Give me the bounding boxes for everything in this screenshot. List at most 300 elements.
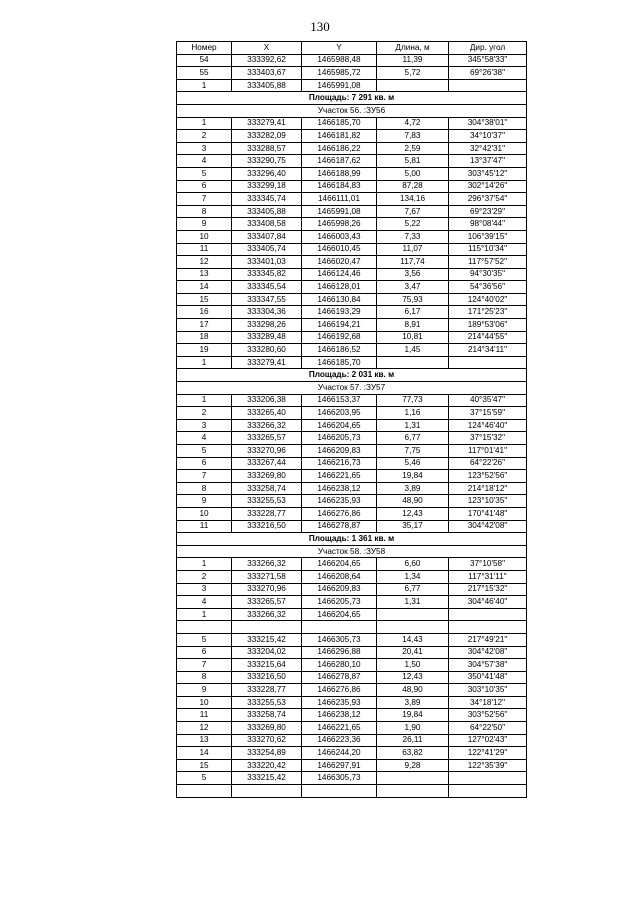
cell-direction-angle	[449, 608, 527, 621]
cell-length: 9,28	[377, 759, 449, 772]
cell-point-number: 1	[177, 558, 232, 571]
cell-x-coordinate: 333345,82	[232, 268, 302, 281]
cell-y-coordinate: 1465991,08	[302, 205, 377, 218]
cell-point-number: 8	[177, 482, 232, 495]
table-row	[177, 583, 527, 596]
cell-direction-angle	[449, 772, 527, 785]
table-row	[177, 608, 527, 621]
cell-point-number: 17	[177, 319, 232, 332]
cell-x-coordinate: 333220,42	[232, 759, 302, 772]
cell-x-coordinate	[232, 785, 302, 798]
cell-length: 26,11	[377, 734, 449, 747]
cell-direction-angle: 303°52'56"	[449, 709, 527, 722]
table-row	[177, 79, 527, 92]
cell-x-coordinate: 333345,54	[232, 281, 302, 294]
cell-direction-angle: 304°38'01"	[449, 117, 527, 130]
cell-y-coordinate: 1466205,73	[302, 596, 377, 609]
cell-point-number: 14	[177, 747, 232, 760]
cell-y-coordinate: 1466221,65	[302, 470, 377, 483]
cell-length: 117,74	[377, 256, 449, 269]
cell-y-coordinate: 1466276,86	[302, 684, 377, 697]
cell-x-coordinate: 333265,40	[232, 407, 302, 420]
cell-direction-angle: 34°10'37"	[449, 130, 527, 143]
cell-length	[377, 608, 449, 621]
cell-y-coordinate	[302, 785, 377, 798]
cell-y-coordinate: 1466193,29	[302, 306, 377, 319]
cell-y-coordinate: 1466244,20	[302, 747, 377, 760]
cell-point-number: 19	[177, 344, 232, 357]
cell-direction-angle: 64°22'50"	[449, 722, 527, 735]
cell-point-number: 12	[177, 722, 232, 735]
cell-x-coordinate: 333401,03	[232, 256, 302, 269]
cell-direction-angle: 302°14'26"	[449, 180, 527, 193]
table-row	[177, 67, 527, 80]
cell-point-number: 16	[177, 306, 232, 319]
cell-y-coordinate: 1466216,73	[302, 457, 377, 470]
cell-y-coordinate: 1466203,95	[302, 407, 377, 420]
cell-y-coordinate: 1466205,73	[302, 432, 377, 445]
cell-point-number: 7	[177, 470, 232, 483]
header-length: Длина, м	[377, 42, 449, 55]
cell-y-coordinate: 1466235,93	[302, 495, 377, 508]
area-row	[177, 92, 527, 105]
cell-length: 5,22	[377, 218, 449, 231]
cell-x-coordinate: 333296,40	[232, 167, 302, 180]
table-row	[177, 256, 527, 269]
table-row	[177, 507, 527, 520]
table-row	[177, 117, 527, 130]
cell-length: 3,89	[377, 696, 449, 709]
cell-y-coordinate: 1466187,62	[302, 155, 377, 168]
table-row	[177, 457, 527, 470]
table-row	[177, 621, 527, 634]
plot-row	[177, 104, 527, 117]
cell-y-coordinate: 1466235,93	[302, 696, 377, 709]
cell-direction-angle: 189°53'06"	[449, 319, 527, 332]
cell-point-number: 1	[177, 117, 232, 130]
cell-direction-angle: 117°01'41"	[449, 445, 527, 458]
cell-direction-angle: 98°08'44"	[449, 218, 527, 231]
cell-point-number: 10	[177, 230, 232, 243]
cell-direction-angle: 170°41'48"	[449, 507, 527, 520]
cell-y-coordinate: 1466238,12	[302, 482, 377, 495]
cell-y-coordinate: 1466186,22	[302, 142, 377, 155]
cell-y-coordinate: 1466003,43	[302, 230, 377, 243]
cell-length: 3,89	[377, 482, 449, 495]
cell-x-coordinate: 333254,89	[232, 747, 302, 760]
cell-point-number: 11	[177, 243, 232, 256]
cell-direction-angle: 94°30'35"	[449, 268, 527, 281]
cell-length: 6,77	[377, 583, 449, 596]
cell-length	[377, 621, 449, 634]
cell-point-number: 5	[177, 633, 232, 646]
cell-length: 77,73	[377, 394, 449, 407]
cell-x-coordinate: 333279,41	[232, 356, 302, 369]
cell-direction-angle: 304°46'40"	[449, 596, 527, 609]
cell-direction-angle: 214°34'11"	[449, 344, 527, 357]
cell-x-coordinate: 333392,62	[232, 54, 302, 67]
table-row	[177, 747, 527, 760]
coordinates-table	[176, 41, 527, 798]
cell-y-coordinate: 1466223,36	[302, 734, 377, 747]
cell-length: 10,81	[377, 331, 449, 344]
cell-direction-angle	[449, 356, 527, 369]
cell-point-number	[177, 785, 232, 798]
cell-y-coordinate: 1466010,45	[302, 243, 377, 256]
table-row	[177, 218, 527, 231]
cell-point-number: 5	[177, 167, 232, 180]
header-row	[177, 42, 527, 55]
cell-length: 35,17	[377, 520, 449, 533]
cell-direction-angle: 127°02'43"	[449, 734, 527, 747]
cell-direction-angle: 117°57'52"	[449, 256, 527, 269]
plot-row	[177, 382, 527, 395]
table-row	[177, 230, 527, 243]
table-row	[177, 709, 527, 722]
cell-direction-angle: 64°22'26"	[449, 457, 527, 470]
cell-length: 5,46	[377, 457, 449, 470]
cell-length: 8,91	[377, 319, 449, 332]
cell-x-coordinate: 333266,32	[232, 558, 302, 571]
cell-direction-angle: 40°35'47"	[449, 394, 527, 407]
cell-x-coordinate: 333216,50	[232, 520, 302, 533]
cell-point-number: 2	[177, 407, 232, 420]
cell-length: 5,81	[377, 155, 449, 168]
cell-point-number: 18	[177, 331, 232, 344]
cell-length: 3,47	[377, 281, 449, 294]
cell-y-coordinate: 1466297,91	[302, 759, 377, 772]
table-row	[177, 54, 527, 67]
cell-direction-angle: 37°10'58"	[449, 558, 527, 571]
cell-length: 20,41	[377, 646, 449, 659]
cell-direction-angle: 304°42'08"	[449, 646, 527, 659]
cell-length	[377, 785, 449, 798]
cell-y-coordinate	[302, 621, 377, 634]
table-row	[177, 356, 527, 369]
table-row	[177, 243, 527, 256]
cell-direction-angle: 214°44'55"	[449, 331, 527, 344]
table-row	[177, 734, 527, 747]
cell-y-coordinate: 1465985,72	[302, 67, 377, 80]
cell-x-coordinate: 333288,57	[232, 142, 302, 155]
header-x: X	[232, 42, 302, 55]
cell-x-coordinate: 333408,58	[232, 218, 302, 231]
cell-length: 1,90	[377, 722, 449, 735]
cell-length: 6,60	[377, 558, 449, 571]
cell-x-coordinate: 333271,58	[232, 570, 302, 583]
cell-direction-angle: 304°57'38"	[449, 659, 527, 672]
cell-length: 11,39	[377, 54, 449, 67]
cell-direction-angle	[449, 621, 527, 634]
cell-direction-angle: 303°10'35"	[449, 684, 527, 697]
cell-y-coordinate: 1466153,37	[302, 394, 377, 407]
cell-direction-angle: 124°40'02"	[449, 293, 527, 306]
table-row	[177, 785, 527, 798]
cell-x-coordinate: 333280,60	[232, 344, 302, 357]
table-row	[177, 281, 527, 294]
cell-y-coordinate: 1466124,46	[302, 268, 377, 281]
table-row	[177, 293, 527, 306]
area-row	[177, 533, 527, 546]
cell-point-number: 10	[177, 507, 232, 520]
table-header	[177, 42, 527, 55]
cell-direction-angle: 350°41'48"	[449, 671, 527, 684]
cell-point-number: 9	[177, 684, 232, 697]
cell-x-coordinate: 333215,42	[232, 772, 302, 785]
cell-direction-angle: 34°18'12"	[449, 696, 527, 709]
cell-x-coordinate: 333255,53	[232, 495, 302, 508]
cell-point-number: 14	[177, 281, 232, 294]
cell-x-coordinate: 333405,74	[232, 243, 302, 256]
cell-direction-angle: 32°42'31"	[449, 142, 527, 155]
cell-y-coordinate: 1466128,01	[302, 281, 377, 294]
cell-length: 7,83	[377, 130, 449, 143]
cell-length: 7,75	[377, 445, 449, 458]
table-row	[177, 659, 527, 672]
table-row	[177, 772, 527, 785]
cell-direction-angle: 217°15'32"	[449, 583, 527, 596]
table-row	[177, 495, 527, 508]
table-row	[177, 180, 527, 193]
cell-length: 75,93	[377, 293, 449, 306]
table-row	[177, 633, 527, 646]
cell-point-number: 15	[177, 293, 232, 306]
cell-x-coordinate: 333270,96	[232, 445, 302, 458]
cell-length: 12,43	[377, 507, 449, 520]
cell-x-coordinate: 333215,64	[232, 659, 302, 672]
table-row	[177, 344, 527, 357]
cell-x-coordinate: 333258,74	[232, 482, 302, 495]
cell-point-number: 12	[177, 256, 232, 269]
cell-point-number: 1	[177, 79, 232, 92]
cell-length	[377, 79, 449, 92]
cell-point-number: 9	[177, 495, 232, 508]
table-row	[177, 205, 527, 218]
cell-length: 1,16	[377, 407, 449, 420]
cell-length: 2,59	[377, 142, 449, 155]
cell-y-coordinate: 1466111,01	[302, 193, 377, 206]
cell-y-coordinate: 1466181,82	[302, 130, 377, 143]
cell-x-coordinate: 333304,36	[232, 306, 302, 319]
cell-direction-angle: 117°31'11"	[449, 570, 527, 583]
table-row	[177, 268, 527, 281]
table-row	[177, 419, 527, 432]
table-row	[177, 759, 527, 772]
cell-y-coordinate: 1466278,87	[302, 520, 377, 533]
table-row	[177, 306, 527, 319]
cell-y-coordinate: 1466020,47	[302, 256, 377, 269]
cell-point-number: 8	[177, 205, 232, 218]
cell-y-coordinate: 1466238,12	[302, 709, 377, 722]
cell-length: 63,82	[377, 747, 449, 760]
cell-x-coordinate: 333216,50	[232, 671, 302, 684]
plot-title: Участок 56. :ЗУ56	[177, 104, 527, 117]
cell-point-number: 7	[177, 659, 232, 672]
cell-y-coordinate: 1466305,73	[302, 633, 377, 646]
cell-x-coordinate: 333215,42	[232, 633, 302, 646]
cell-length: 1,50	[377, 659, 449, 672]
header-direction-angle: Дир. угол	[449, 42, 527, 55]
cell-length: 7,67	[377, 205, 449, 218]
table-row	[177, 684, 527, 697]
cell-length: 1,31	[377, 419, 449, 432]
cell-length: 19,84	[377, 470, 449, 483]
table-row	[177, 558, 527, 571]
table-row	[177, 445, 527, 458]
cell-length: 5,72	[377, 67, 449, 80]
cell-y-coordinate: 1466204,65	[302, 558, 377, 571]
cell-x-coordinate: 333269,80	[232, 470, 302, 483]
cell-x-coordinate: 333345,74	[232, 193, 302, 206]
cell-y-coordinate: 1466186,52	[302, 344, 377, 357]
cell-x-coordinate: 333299,18	[232, 180, 302, 193]
cell-y-coordinate: 1466185,70	[302, 356, 377, 369]
cell-x-coordinate: 333298,26	[232, 319, 302, 332]
cell-point-number: 7	[177, 193, 232, 206]
cell-length: 48,90	[377, 495, 449, 508]
cell-y-coordinate: 1465998,26	[302, 218, 377, 231]
cell-point-number: 6	[177, 457, 232, 470]
cell-point-number: 11	[177, 520, 232, 533]
area-label: Площадь: 1 361 кв. м	[177, 533, 527, 546]
cell-direction-angle: 13°37'47"	[449, 155, 527, 168]
cell-direction-angle: 54°36'56"	[449, 281, 527, 294]
cell-length: 3,56	[377, 268, 449, 281]
cell-y-coordinate: 1466184,83	[302, 180, 377, 193]
area-label: Площадь: 7 291 кв. м	[177, 92, 527, 105]
cell-y-coordinate: 1466185,70	[302, 117, 377, 130]
cell-y-coordinate: 1465991,08	[302, 79, 377, 92]
cell-y-coordinate: 1466305,73	[302, 772, 377, 785]
cell-x-coordinate: 333265,57	[232, 432, 302, 445]
cell-y-coordinate: 1466221,65	[302, 722, 377, 735]
cell-y-coordinate: 1466130,84	[302, 293, 377, 306]
cell-y-coordinate: 1466280,10	[302, 659, 377, 672]
cell-x-coordinate: 333279,41	[232, 117, 302, 130]
cell-y-coordinate: 1466209,83	[302, 445, 377, 458]
page-number: 130	[310, 19, 330, 34]
cell-point-number: 4	[177, 596, 232, 609]
cell-length: 4,72	[377, 117, 449, 130]
cell-length	[377, 772, 449, 785]
cell-length: 134,16	[377, 193, 449, 206]
cell-point-number: 2	[177, 130, 232, 143]
cell-length: 1,34	[377, 570, 449, 583]
cell-point-number	[177, 621, 232, 634]
cell-direction-angle	[449, 79, 527, 92]
cell-x-coordinate: 333266,32	[232, 419, 302, 432]
cell-point-number: 6	[177, 646, 232, 659]
cell-length: 48,90	[377, 684, 449, 697]
cell-point-number: 3	[177, 419, 232, 432]
table-row	[177, 394, 527, 407]
cell-x-coordinate: 333270,62	[232, 734, 302, 747]
cell-x-coordinate: 333405,88	[232, 205, 302, 218]
table-row	[177, 722, 527, 735]
cell-point-number: 1	[177, 356, 232, 369]
cell-y-coordinate: 1466209,83	[302, 583, 377, 596]
cell-direction-angle: 37°15'59"	[449, 407, 527, 420]
cell-point-number: 5	[177, 772, 232, 785]
cell-y-coordinate: 1466192,68	[302, 331, 377, 344]
cell-y-coordinate: 1466204,65	[302, 419, 377, 432]
cell-x-coordinate: 333265,57	[232, 596, 302, 609]
cell-point-number: 3	[177, 583, 232, 596]
cell-length: 1,31	[377, 596, 449, 609]
table-row	[177, 470, 527, 483]
table-row	[177, 331, 527, 344]
cell-x-coordinate: 333204,02	[232, 646, 302, 659]
cell-y-coordinate: 1466278,87	[302, 671, 377, 684]
cell-direction-angle: 37°15'32"	[449, 432, 527, 445]
cell-length	[377, 356, 449, 369]
table-row	[177, 167, 527, 180]
cell-point-number: 1	[177, 608, 232, 621]
cell-direction-angle: 123°52'56"	[449, 470, 527, 483]
table-row	[177, 155, 527, 168]
table-row	[177, 407, 527, 420]
cell-point-number: 10	[177, 696, 232, 709]
cell-x-coordinate: 333255,53	[232, 696, 302, 709]
cell-x-coordinate: 333228,77	[232, 507, 302, 520]
cell-direction-angle: 214°18'12"	[449, 482, 527, 495]
cell-direction-angle: 115°10'34"	[449, 243, 527, 256]
table-row	[177, 482, 527, 495]
table-row	[177, 193, 527, 206]
cell-x-coordinate: 333290,75	[232, 155, 302, 168]
cell-x-coordinate: 333269,80	[232, 722, 302, 735]
cell-direction-angle: 304°42'08"	[449, 520, 527, 533]
cell-point-number: 11	[177, 709, 232, 722]
cell-y-coordinate: 1466276,86	[302, 507, 377, 520]
cell-point-number: 6	[177, 180, 232, 193]
cell-direction-angle: 106°39'15"	[449, 230, 527, 243]
cell-x-coordinate: 333228,77	[232, 684, 302, 697]
table-row	[177, 319, 527, 332]
cell-point-number: 9	[177, 218, 232, 231]
cell-point-number: 5	[177, 445, 232, 458]
table-body	[177, 54, 527, 797]
cell-length: 1,45	[377, 344, 449, 357]
plot-row	[177, 545, 527, 558]
cell-length: 7,33	[377, 230, 449, 243]
cell-point-number: 13	[177, 268, 232, 281]
cell-length: 6,77	[377, 432, 449, 445]
cell-x-coordinate: 333289,48	[232, 331, 302, 344]
cell-x-coordinate: 333347,55	[232, 293, 302, 306]
cell-x-coordinate: 333405,88	[232, 79, 302, 92]
cell-length: 5,00	[377, 167, 449, 180]
cell-x-coordinate: 333282,09	[232, 130, 302, 143]
header-y: Y	[302, 42, 377, 55]
cell-y-coordinate: 1466188,99	[302, 167, 377, 180]
cell-point-number: 55	[177, 67, 232, 80]
cell-direction-angle: 123°10'35"	[449, 495, 527, 508]
cell-length: 87,28	[377, 180, 449, 193]
cell-x-coordinate: 333258,74	[232, 709, 302, 722]
cell-x-coordinate: 333266,32	[232, 608, 302, 621]
cell-point-number: 13	[177, 734, 232, 747]
cell-y-coordinate: 1466204,65	[302, 608, 377, 621]
cell-point-number: 3	[177, 142, 232, 155]
cell-y-coordinate: 1466194,21	[302, 319, 377, 332]
cell-point-number: 2	[177, 570, 232, 583]
cell-direction-angle: 171°25'23"	[449, 306, 527, 319]
cell-length: 6,17	[377, 306, 449, 319]
cell-direction-angle: 122°35'39"	[449, 759, 527, 772]
cell-length: 12,43	[377, 671, 449, 684]
table-row	[177, 671, 527, 684]
